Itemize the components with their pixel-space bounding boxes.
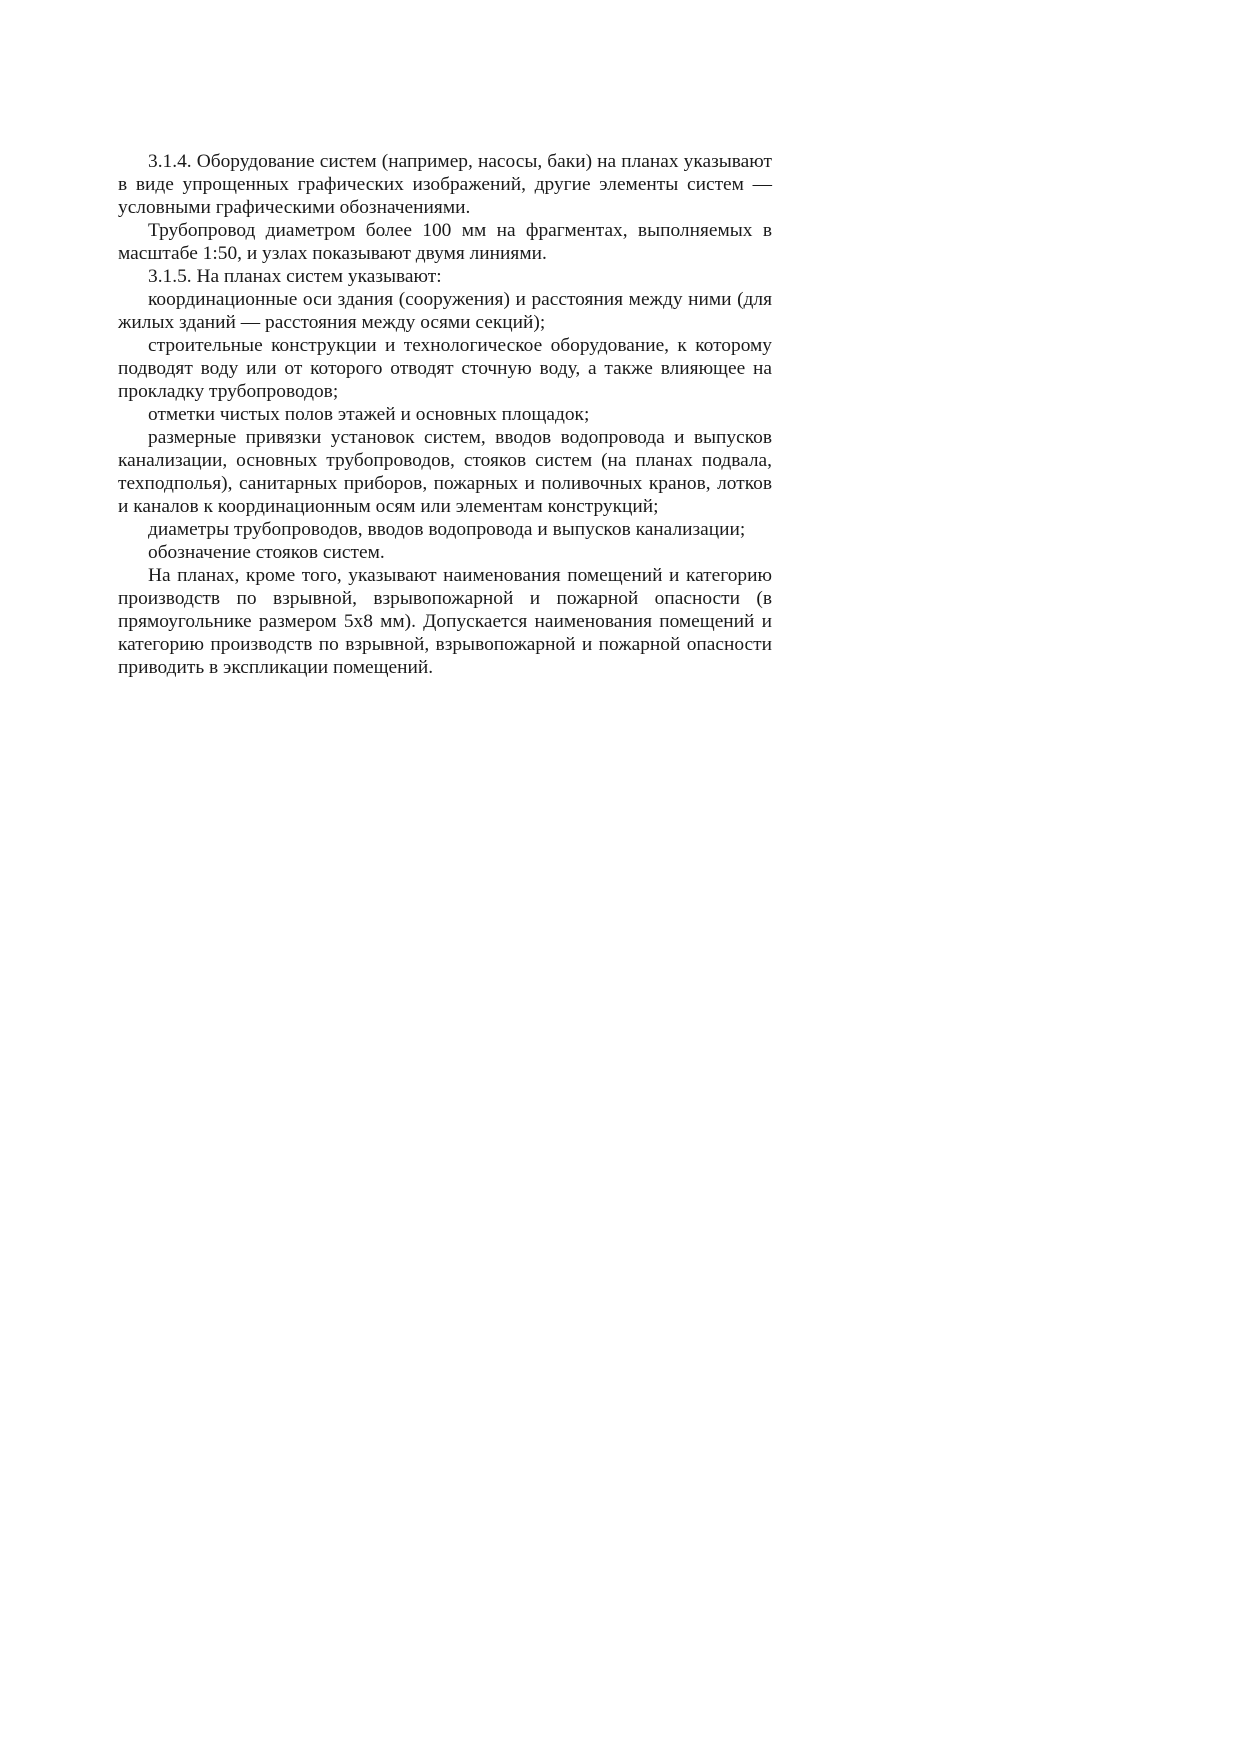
paragraph-room-names-categories: На планах, кроме того, указывают наименования помещений и категорию производств по взрывной, взрывопожарной и пожарной опасности (в прямоугольнике размером 5х8 мм). Допускается наименования помещений и категорию производств по взрывной, взрывопожарной и пожарной опасности приводить в экспликации помещений. — [118, 565, 772, 678]
document-body — [118, 150, 772, 679]
list-item-building-structures: строительные конструкции и технологическое оборудование, к которому подводят воду или от которого отводят сточную воду, а также влияющее на прокладку трубопроводов; — [118, 335, 772, 402]
paragraph-3-1-4: 3.1.4. Оборудование систем (например, насосы, баки) на планах указывают в виде упрощенных графических изображений, другие элементы систем — условными графическими обозначениями. — [118, 151, 772, 218]
list-item-coordination-axes: координационные оси здания (сооружения) и расстояния между ними (для жилых зданий — расстояния между осями секций); — [118, 289, 772, 333]
list-item-floor-marks: отметки чистых полов этажей и основных площадок; — [148, 404, 590, 425]
paragraph-3-1-5: 3.1.5. На планах систем указывают: — [148, 266, 442, 287]
list-item-pipe-diameters: диаметры трубопроводов, вводов водопровода и выпусков канализации; — [148, 519, 746, 540]
paragraph-pipeline-diameter: Трубопровод диаметром более 100 мм на фрагментах, выполняемых в масштабе 1:50, и узлах показывают двумя линиями. — [118, 220, 772, 264]
list-item-dimension-references: размерные привязки установок систем, вводов водопровода и выпусков канализации, основных трубопроводов, стояков систем (на планах подвала, техподполья), санитарных приборов, пожарных и поливочных кранов, лотков и каналов к координационным осям или элементам конструкций; — [118, 427, 772, 517]
list-item-riser-designation: обозначение стояков систем. — [148, 542, 385, 563]
